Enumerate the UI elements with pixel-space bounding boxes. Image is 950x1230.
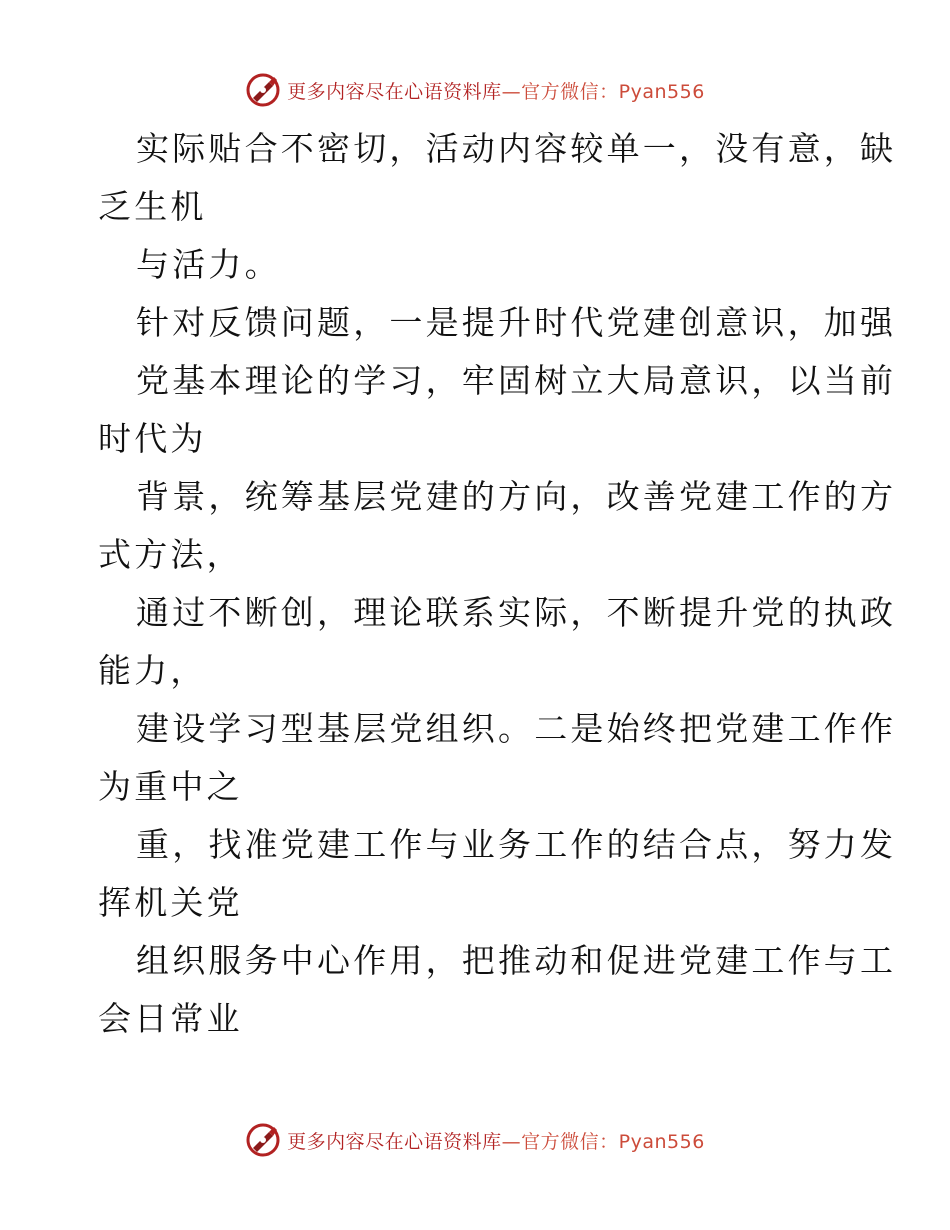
body-line: 重，找准党建工作与业务工作的结合点，努力发 [136,825,897,864]
body-line: 能力， [98,651,207,690]
banner-wechat: —官方微信：Pyan556 [501,80,705,103]
body-line: 实际贴合不密切，活动内容较单一，没有意，缺 [136,129,897,168]
body-line: 为重中之 [98,767,243,806]
banner-site-name: 更多内容尽在心语资料库 [287,80,502,103]
body-line: 组织服务中心作用，把推动和促进党建工作与工 [136,941,897,980]
body-line: 针对反馈问题，一是提升时代党建创意识，加强 [136,303,897,342]
body-line: 背景，统筹基层党建的方向，改善党建工作的方 [136,477,897,516]
body-line: 挥机关党 [98,883,243,922]
body-line: 党基本理论的学习，牢固树立大局意识，以当前 [136,361,897,400]
footer-banner [0,1120,950,1160]
header-banner [0,70,950,110]
body-line: 会日常业 [98,999,243,1038]
body-line: 乏生机 [98,187,207,226]
body-line: 与活力。 [136,245,281,284]
banner-site-name: 更多内容尽在心语资料库 [287,1130,502,1153]
body-line: 建设学习型基层党组织。二是始终把党建工作作 [136,709,897,748]
pen-circle-logo-icon [245,72,281,108]
banner-title [287,1127,705,1154]
body-line: 时代为 [98,419,207,458]
banner-wechat: —官方微信：Pyan556 [501,1130,705,1153]
body-line: 通过不断创，理论联系实际，不断提升党的执政 [136,593,897,632]
body-line: 式方法， [98,535,243,574]
banner-title [287,77,705,104]
pen-circle-logo-icon [245,1122,281,1158]
